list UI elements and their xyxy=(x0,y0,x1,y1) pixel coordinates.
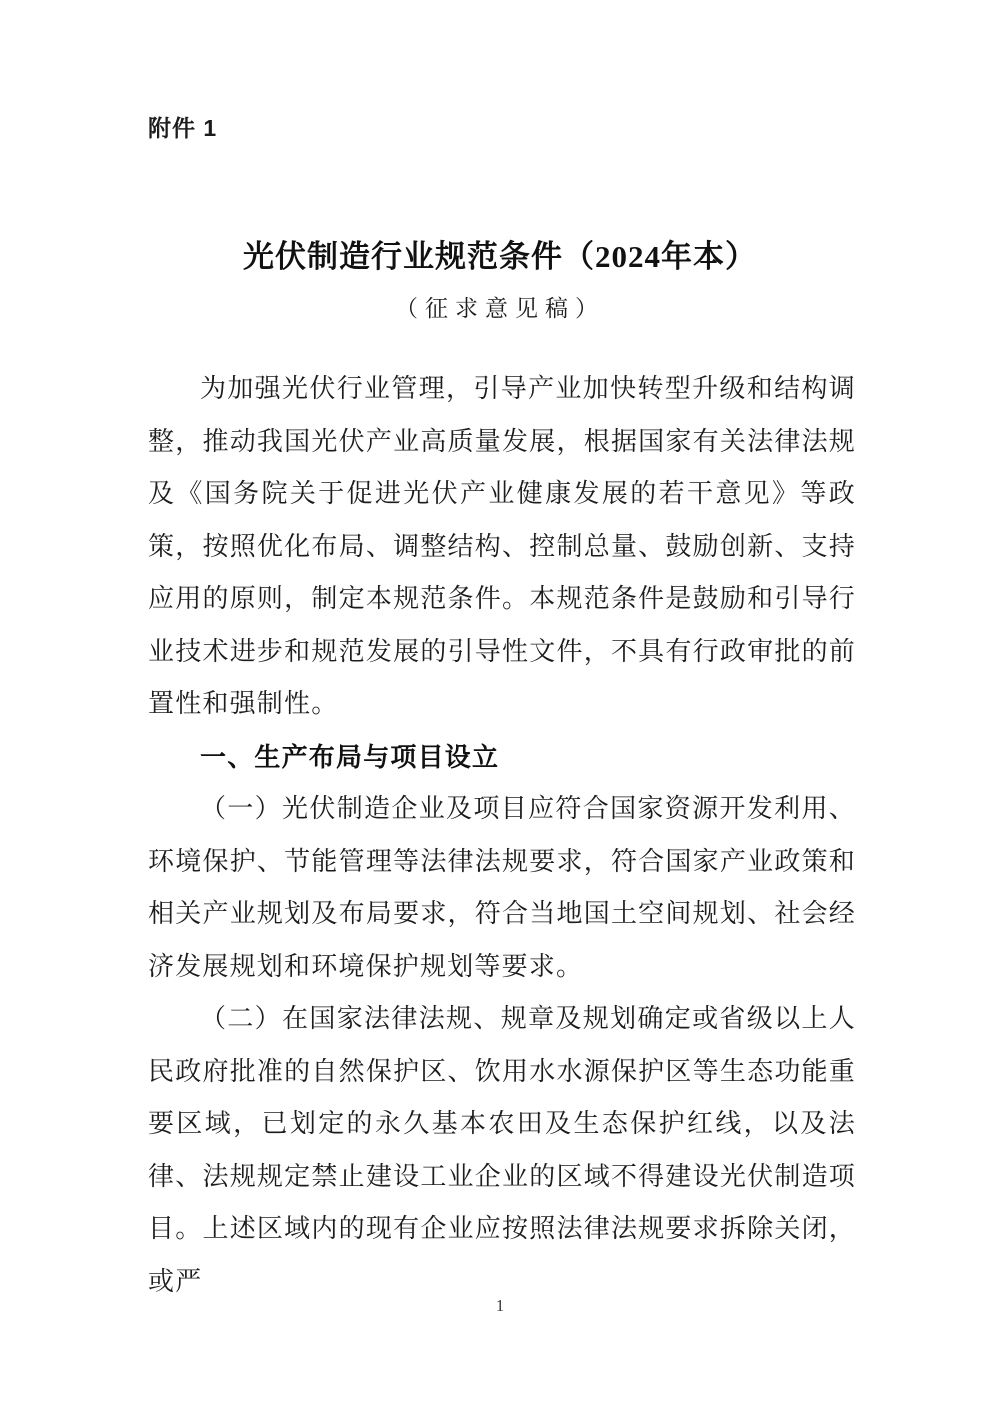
paragraph-item-2: （二）在国家法律法规、规章及规划确定或省级以上人民政府批准的自然保护区、饮用水水源保护区等生态功能重要区域，已划定的永久基本农田及生态保护红线，以及法律、法规规定禁止建设工业企业的区域不得建设光伏制造项目。上述区域内的现有企业应按照法律法规要求拆除关闭，或严 xyxy=(148,1004,856,1296)
page-subtitle: （征求意见稿） xyxy=(395,296,605,321)
attachment-label: 附件 1 xyxy=(148,115,218,141)
section-heading-production-layout: 一、生产布局与项目设立 xyxy=(200,741,500,772)
page-number: 1 xyxy=(495,1296,505,1315)
document-body xyxy=(148,363,856,1308)
page-title: 光伏制造行业规范条件（2024年本） xyxy=(243,239,757,274)
paragraph-intro: 为加强光伏行业管理，引导产业加快转型升级和结构调整，推动我国光伏产业高质量发展，根据国家有关法律法规及《国务院关于促进光伏产业健康发展的若干意见》等政策，按照优化布局、调整结构、控制总量、鼓励创新、支持应用的原则，制定本规范条件。本规范条件是鼓励和引导行业技术进步和规范发展的引导性文件，不具有行政审批的前置性和强制性。 xyxy=(148,374,856,718)
paragraph-item-1: （一）光伏制造企业及项目应符合国家资源开发利用、环境保护、节能管理等法律法规要求，符合国家产业政策和相关产业规划及布局要求，符合当地国土空间规划、社会经济发展规划和环境保护规划等要求。 xyxy=(148,794,856,981)
